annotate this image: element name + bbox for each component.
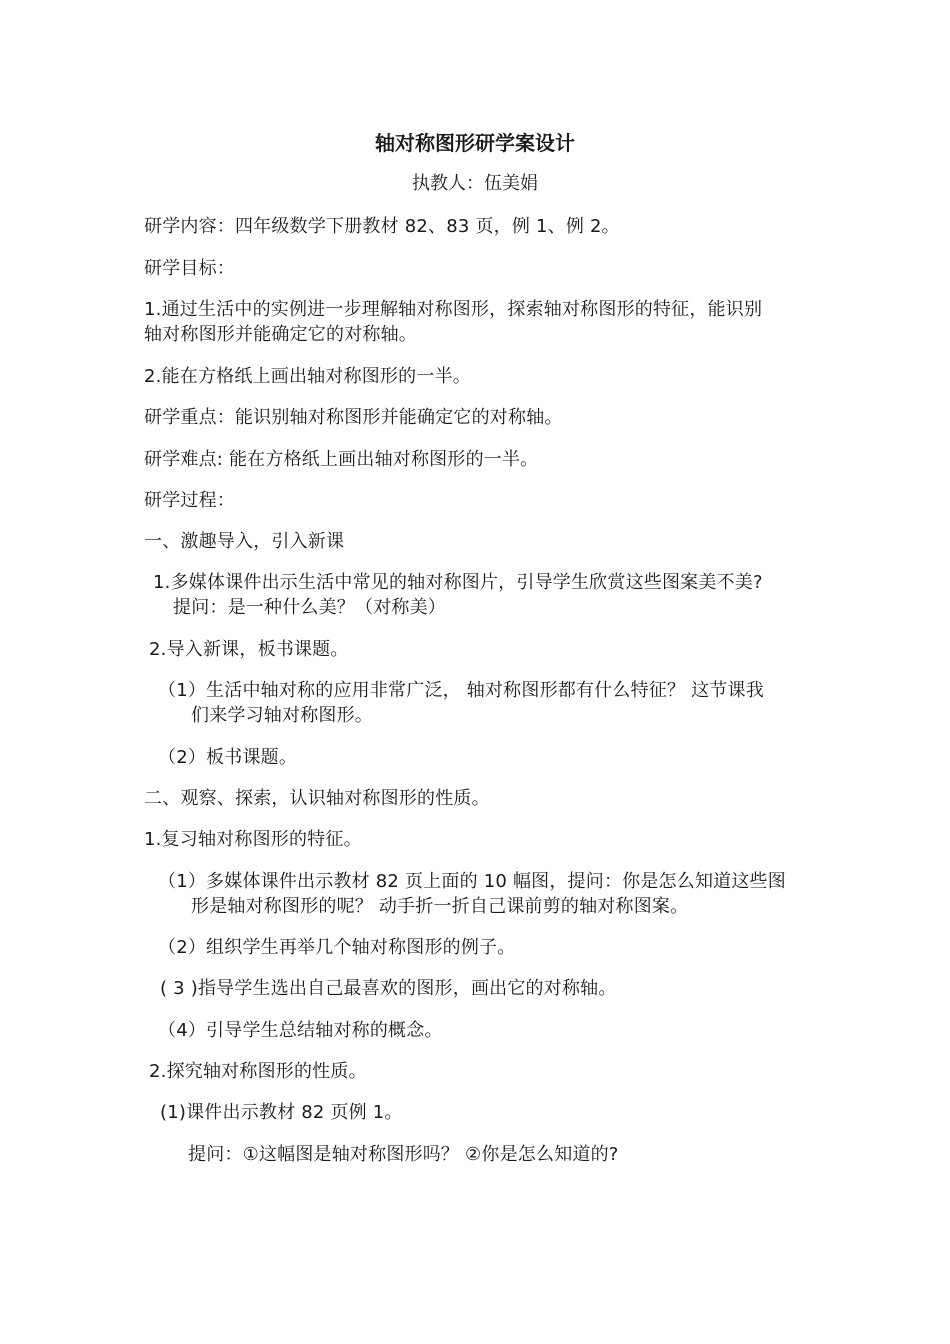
author-line: 执教人：伍美娟	[412, 173, 538, 194]
key-point: 研学重点：能识别轴对称图形并能确定它的对称轴。	[144, 407, 563, 428]
goals-heading: 研学目标：	[144, 258, 235, 279]
section-2-item-1-sub-4: （4）引导学生总结轴对称的概念。	[158, 1020, 443, 1041]
section-1-item-2: 2.导入新课，板书课题。	[149, 639, 349, 660]
section-2-item-1-sub-3: ( 3 )指导学生选出自己最喜欢的图形，画出它的对称轴。	[160, 978, 617, 999]
section-1-item-2-sub-1-line-1: （1）生活中轴对称的应用非常广泛， 轴对称图形都有什么特征？ 这节课我	[158, 680, 764, 701]
section-2-item-1-sub-1-line-2: 形是轴对称图形的呢？ 动手折一折自己课前剪的轴对称图案。	[191, 896, 689, 917]
section-2-item-1-sub-1-line-1: （1）多媒体课件出示教材 82 页上面的 10 幅图，提问：你是怎么知道这些图	[158, 871, 786, 892]
section-2-item-2: 2.探究轴对称图形的性质。	[149, 1061, 367, 1082]
goal-1-line-1: 1.通过生活中的实例进一步理解轴对称图形，探索轴对称图形的特征，能识别	[144, 299, 763, 320]
section-2-heading: 二、观察、探索，认识轴对称图形的性质。	[144, 788, 490, 809]
goal-2: 2.能在方格纸上画出轴对称图形的一半。	[144, 366, 471, 387]
process-heading: 研学过程：	[144, 490, 235, 511]
section-2-item-1: 1.复习轴对称图形的特征。	[144, 829, 362, 850]
difficulty: 研学难点: 能在方格纸上画出轴对称图形的一半。	[144, 449, 539, 470]
section-2-item-2-sub-1: (1)课件出示教材 82 页例 1。	[160, 1102, 403, 1123]
section-2-item-1-sub-2: （2）组织学生再举几个轴对称图形的例子。	[158, 937, 516, 958]
goal-1-line-2: 轴对称图形并能确定它的对称轴。	[144, 324, 417, 345]
section-1-item-2-sub-2: （2）板书课题。	[158, 747, 298, 768]
section-2-item-2-sub-1-question: 提问：①这幅图是轴对称图形吗？ ②你是怎么知道的?	[188, 1144, 619, 1165]
section-1-item-1-line-2: 提问：是一种什么美？（对称美）	[173, 597, 446, 618]
section-1-item-1-line-1: 1.多媒体课件出示生活中常见的轴对称图片，引导学生欣赏这些图案美不美?	[153, 572, 763, 593]
section-1-item-2-sub-1-line-2: 们来学习轴对称图形。	[191, 705, 373, 726]
document-title: 轴对称图形研学案设计	[375, 131, 575, 155]
section-1-heading: 一、激趣导入，引入新课	[144, 531, 345, 552]
research-content: 研学内容：四年级数学下册教材 82、83 页，例 1、例 2。	[144, 216, 620, 237]
